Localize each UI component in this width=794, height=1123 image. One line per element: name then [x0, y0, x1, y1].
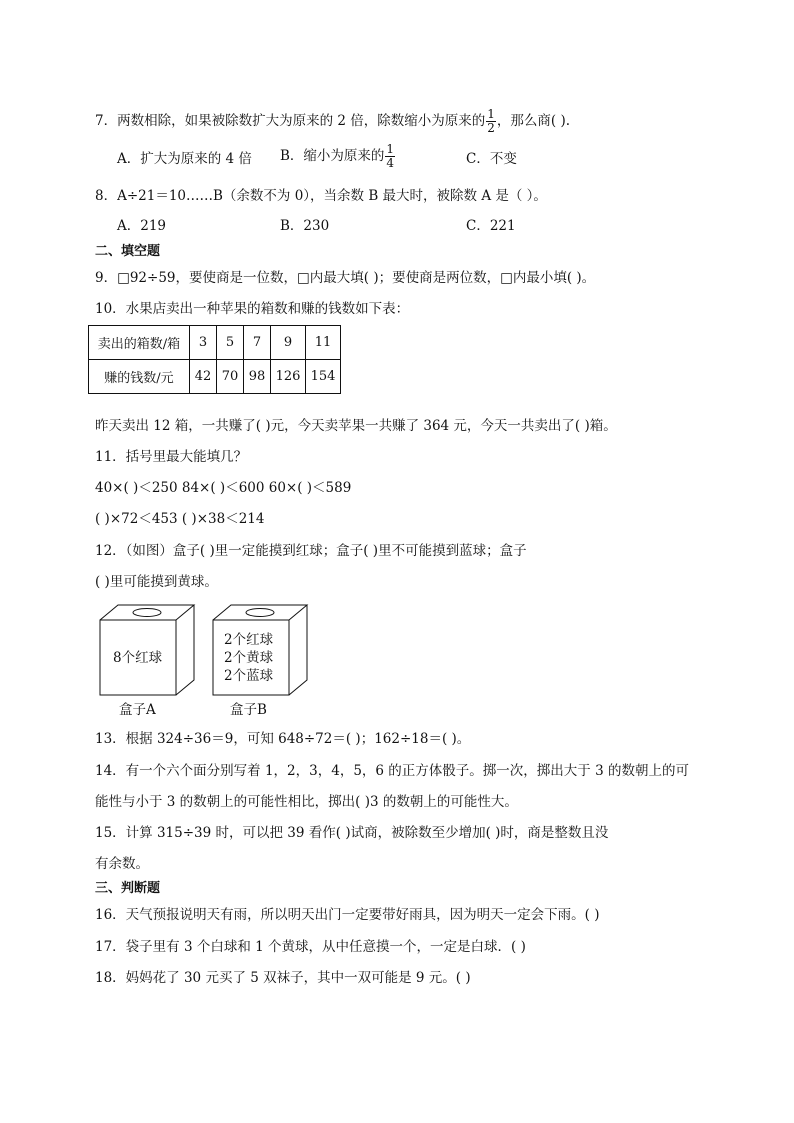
- q7-option-c: C．不变: [466, 151, 517, 167]
- q7-option-a: A．扩大为原来的 4 倍: [117, 151, 252, 167]
- question-16: 16．天气预报说明天有雨，所以明天出门一定要带好雨具，因为明天一定会下雨。( ): [95, 907, 600, 923]
- question-15-line-1: 15．计算 315÷39 时，可以把 39 看作( )试商，被除数至少增加( )时，商是整数且没: [95, 825, 609, 841]
- question-11-line-1: 40×( )＜250 84×( )＜600 60×( )＜589: [95, 480, 352, 496]
- q8-option-a: A．219: [117, 218, 167, 234]
- question-17: 17．袋子里有 3 个白球和 1 个黄球，从中任意摸一个，一定是白球．( ): [95, 939, 526, 955]
- question-12-line-2: ( )里可能摸到黄球。: [95, 574, 218, 590]
- question-14-line-2: 能性与小于 3 的数朝上的可能性相比，掷出( )3 的数朝上的可能性大。: [95, 794, 518, 810]
- table-row: [89, 360, 341, 394]
- table-cell: 9: [271, 326, 306, 360]
- table-row: [89, 326, 341, 360]
- question-18: 18．妈妈花了 30 元买了 5 双袜子，其中一双可能是 9 元。( ): [95, 970, 471, 986]
- table-cell: 7: [244, 326, 271, 360]
- box-b-line: 2个红球: [224, 632, 274, 648]
- box-b-label: 盒子B: [230, 702, 267, 718]
- q7-option-b: B．缩小为原来的 $\frac{1}{4}$: [280, 142, 395, 170]
- q7-text-after: ，那么商( ).: [496, 113, 571, 129]
- question-10-intro: 10．水果店卖出一种苹果的箱数和赚的钱数如下表：: [95, 301, 410, 317]
- sales-table: [88, 325, 341, 394]
- question-10-after: 昨天卖出 12 箱，一共赚了( )元，今天卖苹果一共赚了 364 元，今天一共卖出了( )箱。: [95, 418, 617, 434]
- section-true-false-heading: 三、判断题: [95, 881, 161, 896]
- question-8: 8．A÷21＝10……B（余数不为 0），当余数 B 最大时，被除数 A 是（ ）。: [95, 188, 547, 204]
- box-b-line: 2个蓝球: [224, 668, 274, 684]
- question-11-line-2: ( )×72＜453 ( )×38＜214: [95, 511, 265, 527]
- q7-fraction: $\frac{1}{2}$: [487, 107, 495, 135]
- q7-text-before: 7．两数相除，如果被除数扩大为原来的 2 倍，除数缩小为原来的: [95, 113, 486, 129]
- q8-option-c: C．221: [466, 218, 516, 234]
- question-13: 13．根据 324÷36＝9，可知 648÷72＝( )；162÷18＝( )。: [95, 731, 471, 747]
- question-11-title: 11．括号里最大能填几？: [95, 449, 248, 465]
- table-cell: 126: [271, 360, 306, 394]
- question-15-line-2: 有余数。: [95, 856, 149, 872]
- question-14-line-1: 14．有一个六个面分别写着 1，2，3，4，5，6 的正方体骰子。掷一次，掷出大于 3 的数朝上的可: [95, 763, 689, 779]
- table-cell: 5: [217, 326, 244, 360]
- table-cell: 3: [190, 326, 217, 360]
- box-b-contents: [224, 631, 273, 685]
- box-b-line: 2个黄球: [224, 650, 274, 666]
- table-header-money: 赚的钱数/元: [89, 360, 190, 394]
- table-cell: 154: [306, 360, 341, 394]
- question-7: [95, 108, 570, 135]
- box-a-label: 盒子A: [119, 702, 156, 718]
- table-cell: 42: [190, 360, 217, 394]
- table-cell: 11: [306, 326, 341, 360]
- section-fill-blank-heading: 二、填空题: [95, 244, 161, 259]
- box-a-contents: 8个红球: [113, 650, 163, 666]
- question-12-line-1: 12．（如图）盒子( )里一定能摸到红球；盒子( )里不可能摸到蓝球；盒子: [95, 543, 527, 559]
- table-header-boxes: 卖出的箱数/箱: [89, 326, 190, 360]
- question-9: 9．□92÷59，要使商是一位数，□内最大填( )；要使商是两位数，□内最小填( )。: [95, 270, 596, 286]
- q7-option-b-fraction: $\frac{1}{4}$: [386, 142, 395, 170]
- table-cell: 70: [217, 360, 244, 394]
- table-cell: 98: [244, 360, 271, 394]
- q8-option-b: B．230: [280, 218, 330, 234]
